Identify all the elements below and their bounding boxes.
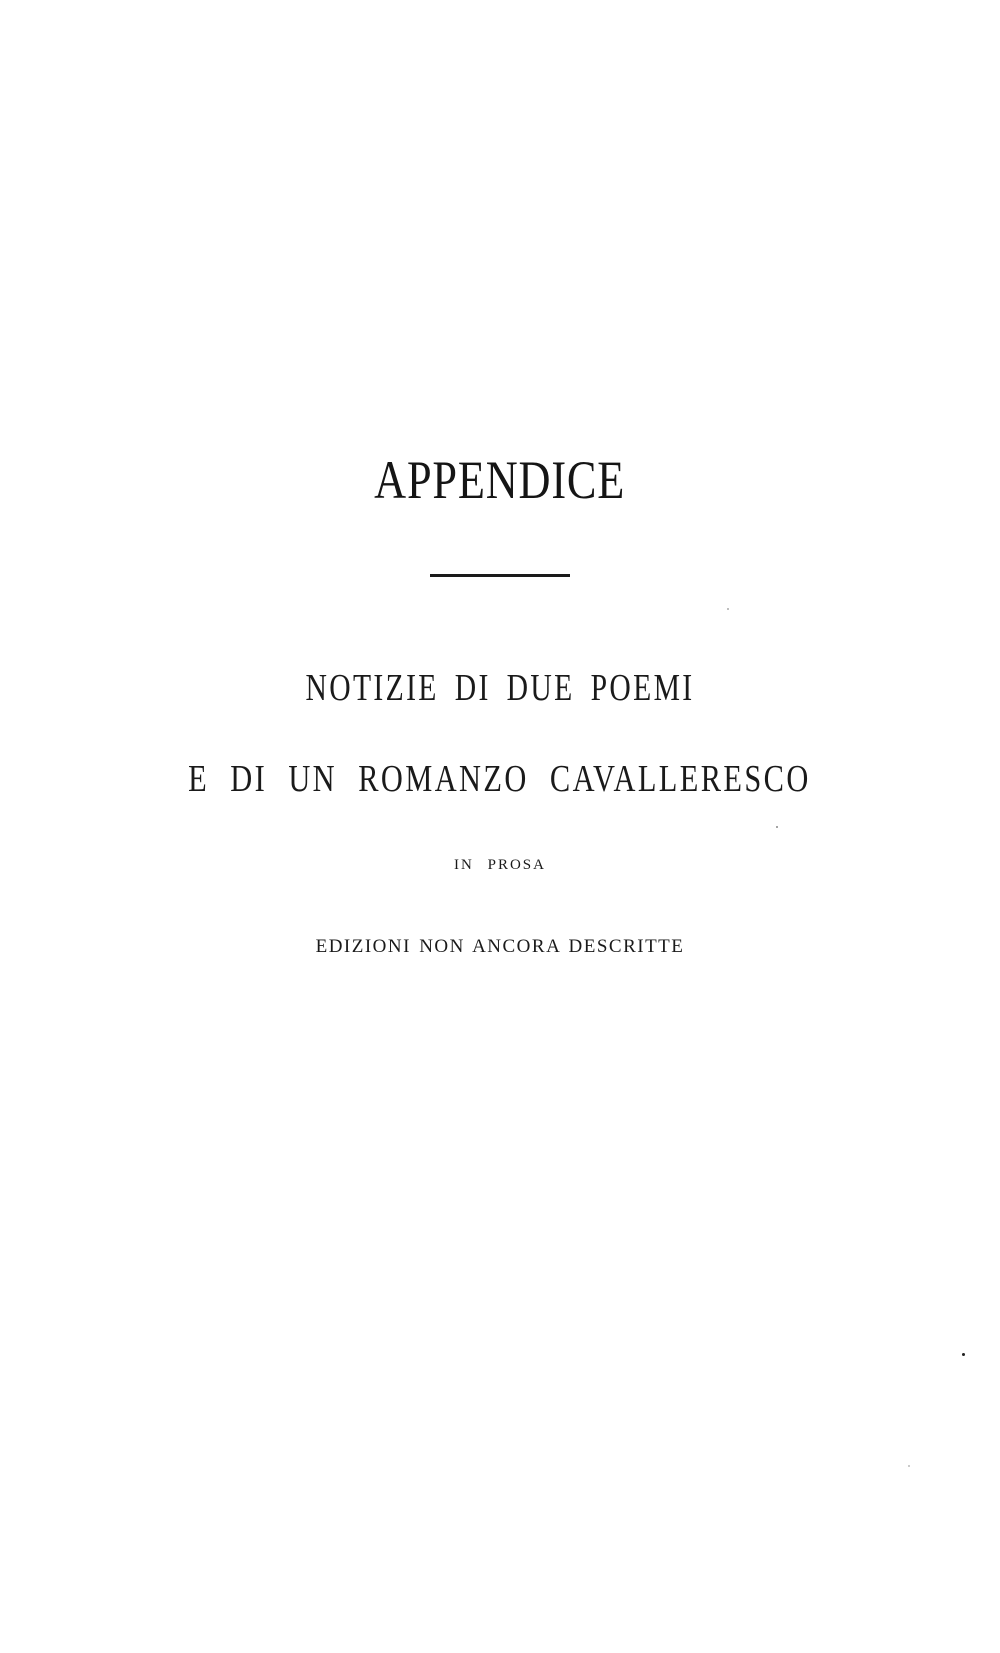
title-rule-divider [430, 574, 570, 577]
print-speck [727, 608, 729, 610]
subtitle-line-1: NOTIZIE DI DUE POEMI [305, 667, 695, 709]
print-speck [962, 1353, 965, 1356]
print-speck [776, 826, 778, 828]
print-speck [908, 1465, 910, 1467]
subtitle-line-4: EDIZIONI NON ANCORA DESCRITTE [315, 936, 685, 957]
page-title: APPENDICE [374, 450, 626, 510]
subtitle-line-2: E DI UN ROMANZO CAVALLERESCO [188, 758, 811, 800]
subtitle-line-3: IN PROSA [454, 857, 546, 873]
